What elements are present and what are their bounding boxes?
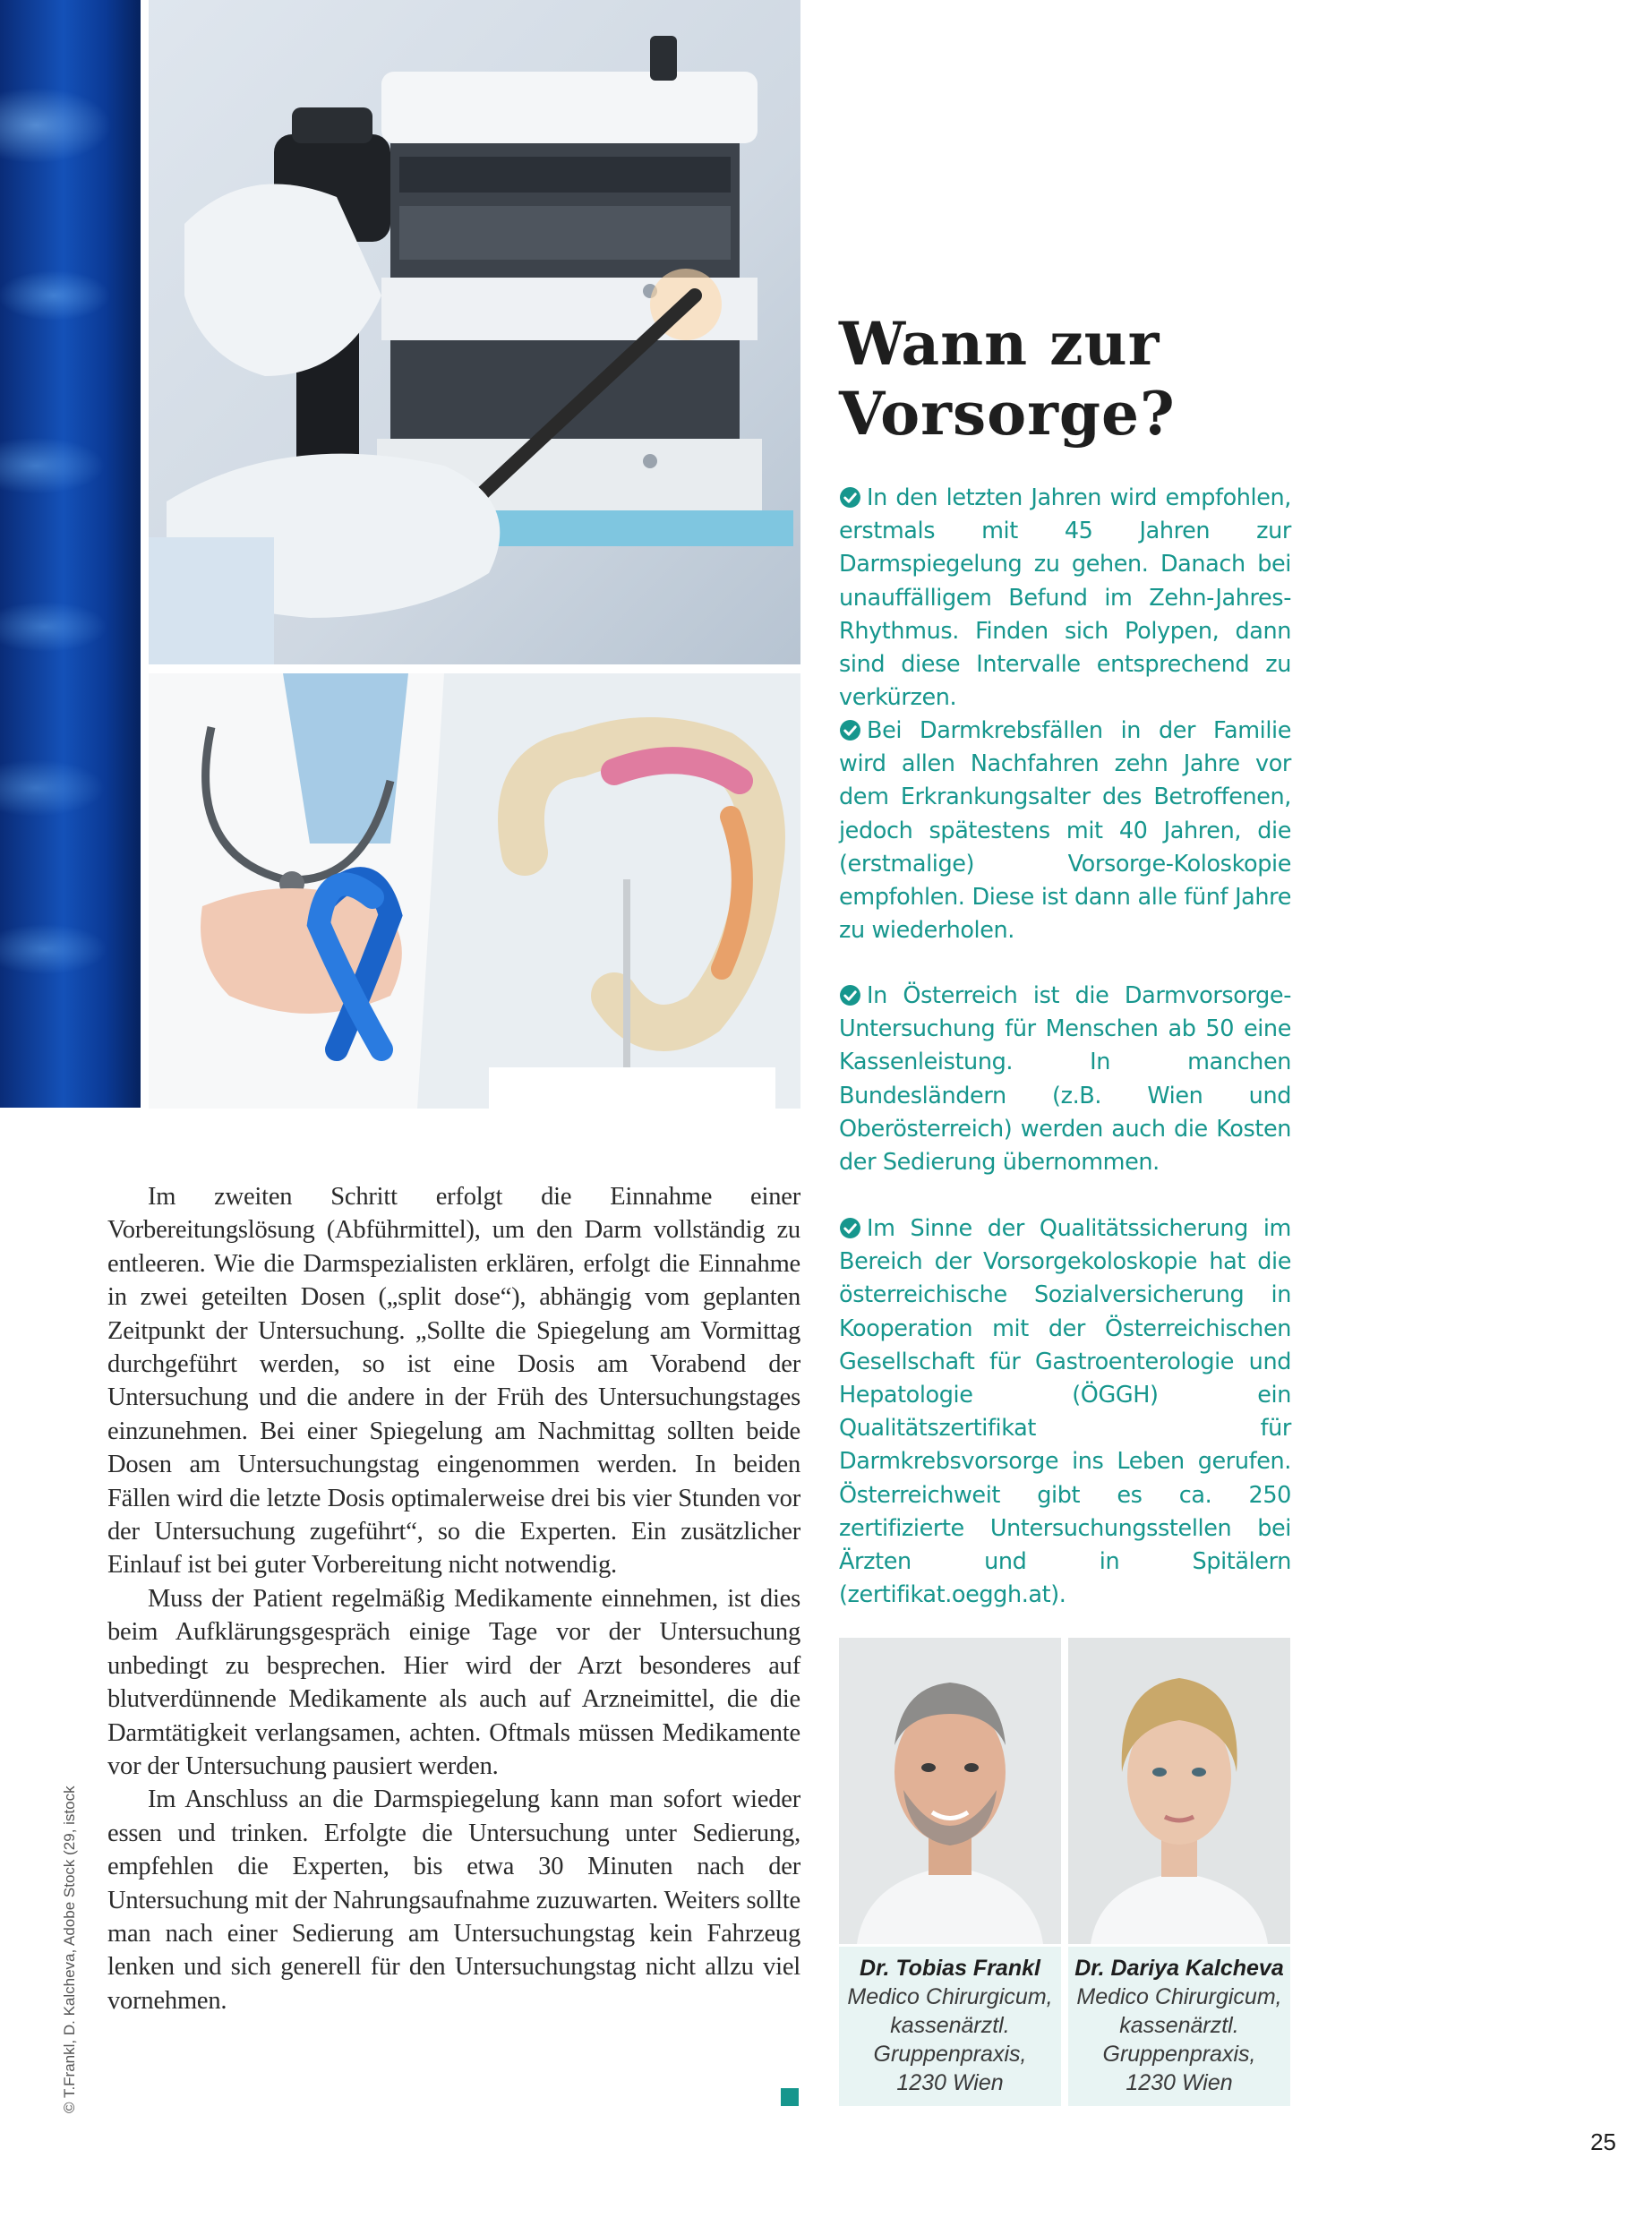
expert-affiliation: kassenärztl.	[1119, 2013, 1239, 2038]
portrait-dariya-kalcheva	[1068, 1638, 1290, 1944]
expert-affiliation: Medico Chirurgicum,	[847, 1984, 1053, 2009]
check-circle-icon	[839, 719, 861, 741]
portrait-female-illustration	[1068, 1638, 1290, 1944]
info-box-title	[839, 309, 1305, 449]
xray-decoration-strip	[0, 0, 141, 1108]
info-item-text: In Österreich ist die Darmvorsorge-Untersuchung für Menschen ab 50 eine Kassenleistung. In manchen Bundesländern (z.B. Wien und Oberösterreich) werden auch die Kosten der Sedierung übernommen.	[839, 982, 1291, 1177]
article-body	[107, 1180, 800, 2017]
info-item	[839, 482, 1291, 715]
portrait-male-illustration	[839, 1638, 1061, 1944]
expert-caption	[1068, 1947, 1290, 2106]
expert-affiliation: kassenärztl.	[890, 2013, 1010, 2038]
expert-caption	[839, 1947, 1061, 2106]
photo-doctor-colon-model	[149, 673, 800, 1109]
check-circle-icon	[839, 1217, 861, 1239]
article-paragraph: Im Anschluss an die Darmspiegelung kann man sofort wieder essen und trinken. Erfolgte die Untersuchung unter Sedierung, empfehlen die Experten, bis etwa 30 Minuten nach der Untersuchung mit der Nahrungsaufnahme zuzuwarten. Weiters sollte man nach einer Sedierung am Untersuchungstag kein Fahrzeug lenken und sich generell für den Untersuchungstag nicht allzu viel vornehmen.	[107, 1786, 800, 2015]
article-paragraph: Muss der Patient regelmäßig Medikamente einnehmen, ist dies beim Aufklärungsgespräch einige Tage vor der Untersuchung unbedingt zu besprechen. Hier wird der Arzt besonderes auf blutverdünnende Medikamente als auch auf Arzneimittel, die die Darmtätigkeit verlangsamen, achten. Oftmals müssen Medikamente vor der Untersuchung pausiert werden.	[107, 1584, 800, 1780]
expert-affiliation: Medico Chirurgicum,	[1076, 1984, 1282, 2009]
expert-affiliation: Gruppenpraxis,	[873, 2042, 1027, 2067]
title-line-1: Wann zur	[839, 309, 1160, 379]
photo-endoscope	[149, 0, 800, 664]
expert-location: 1230 Wien	[896, 2070, 1004, 2095]
info-item-text: Im Sinne der Qualitätssicherung im Bereich der Vorsorgekoloskopie hat die österreichische Sozialversicherung in Kooperation mit der Österreichischen Gesellschaft für Gastroenterologie und Hepatologie (ÖGGH) ein Qualitätszertifikat für Darmkrebsvorsorge ins Leben gerufen. Österreichweit gibt es ca. 250 zertifizierte Untersuchungsstellen bei Ärzten und in Spitälern (zertifikat.oeggh.at).	[839, 1215, 1291, 1609]
page-number: 25	[1590, 2128, 1616, 2155]
check-circle-icon	[839, 984, 861, 1006]
end-mark-square	[781, 2088, 799, 2106]
info-item	[839, 980, 1291, 1179]
expert-name: Dr. Tobias Frankl	[860, 1956, 1040, 1981]
info-item-text: In den letzten Jahren wird empfohlen, erstmals mit 45 Jahren zur Darmspiegelung zu gehen. Danach bei unauffälligem Befund im Zehn-Jahres-Rhythmus. Finden sich Polypen, dann sind diese Intervalle entsprechend zu verkürzen.	[839, 484, 1291, 712]
doctor-model-illustration	[149, 673, 800, 1109]
expert-name: Dr. Dariya Kalcheva	[1074, 1956, 1284, 1981]
info-item	[839, 715, 1291, 947]
expert-location: 1230 Wien	[1126, 2070, 1233, 2095]
photo-credit: © T.Frankl, D. Kalcheva, Adobe Stock (29, istock	[61, 1786, 78, 2113]
title-line-2: Vorsorge?	[839, 379, 1176, 449]
endoscope-illustration	[149, 0, 800, 664]
info-item-text: Bei Darmkrebsfällen in der Familie wird allen Nachfahren zehn Jahre vor dem Erkrankungsalter des Betroffenen, jedoch spätestens mit 40 Jahren, die (erstmalige) Vorsorge-Koloskopie empfohlen. Diese ist dann alle fünf Jahre zu wiederholen.	[839, 717, 1291, 945]
check-circle-icon	[839, 486, 861, 509]
expert-affiliation: Gruppenpraxis,	[1102, 2042, 1256, 2067]
portrait-tobias-frankl	[839, 1638, 1061, 1944]
info-item	[839, 1212, 1291, 1612]
article-paragraph: Im zweiten Schritt erfolgt die Einnahme einer Vorbereitungslösung (Abführmittel), um den Darm vollständig zu entleeren. Wie die Darmspezialisten erklären, erfolgt die Einnahme in zwei geteilten Dosen („split dose“), abhängig vom geplanten Zeitpunkt der Untersuchung. „Sollte die Spiegelung am Vormittag durchgeführt werden, so ist eine Dosis am Vorabend der Untersuchung und die andere in der Früh des Untersuchungstages einzunehmen. Bei einer Spiegelung am Nachmittag sollten beide Dosen am Untersuchungstag eingenommen werden. In beiden Fällen wird die letzte Dosis optimalerweise drei bis vier Stunden vor der Untersuchung zugeführt“, so die Experten. Ein zusätzlicher Einlauf ist bei guter Vorbereitung nicht notwendig.	[107, 1183, 800, 1580]
